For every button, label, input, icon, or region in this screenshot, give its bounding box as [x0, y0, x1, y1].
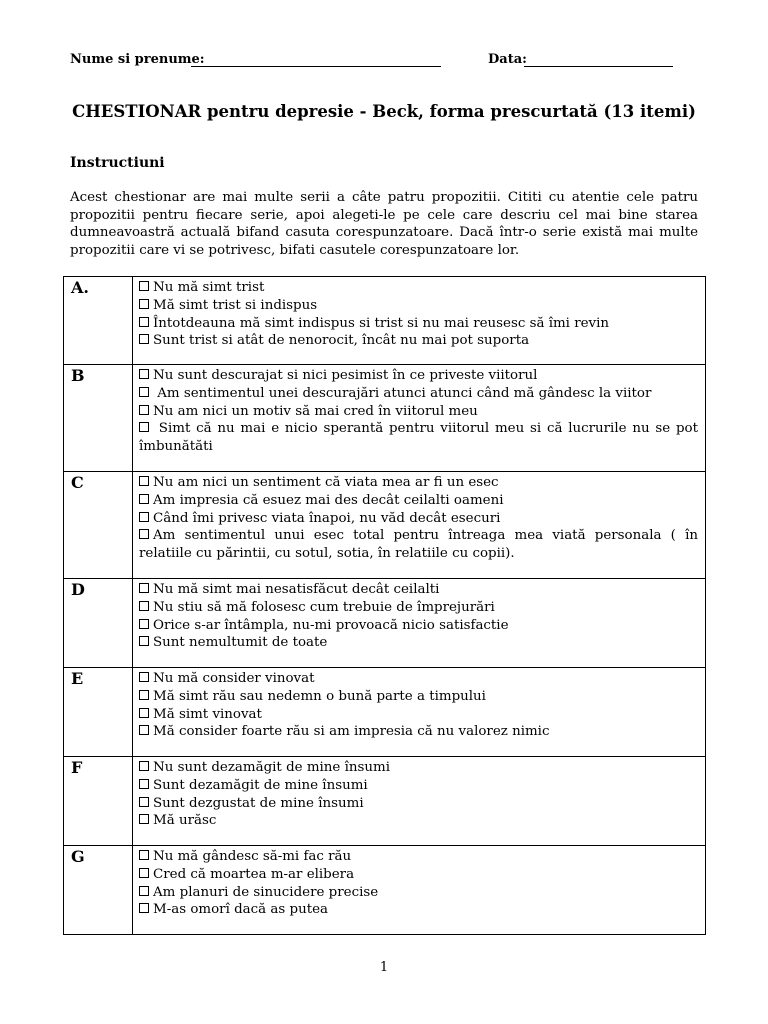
- option-label: Nu sunt descurajat si nici pesimist în ce priveste viitorul: [153, 368, 538, 383]
- option-label: Am sentimentul unui esec total pentru întreaga mea viată personala ( în relatiile cu părintii, cu sotul, sotia, în relatiile cu copii).: [139, 528, 698, 562]
- checkbox[interactable]: [139, 886, 149, 896]
- option-item: [139, 527, 698, 563]
- instructions-heading: Instructiuni: [70, 155, 165, 171]
- option-item: [139, 866, 698, 884]
- checkbox[interactable]: [139, 281, 149, 291]
- option-label: Sunt trist si atât de nenorocit, încât nu mai pot suporta: [153, 333, 530, 349]
- checkbox[interactable]: [139, 476, 149, 486]
- question-letter: E: [64, 668, 133, 757]
- option-label: Am planuri de sinucidere precise: [153, 884, 379, 900]
- option-label: Am impresia că esuez mai des decât ceilalti oameni: [153, 492, 504, 508]
- option-label: Nu stiu să mă folosesc cum trebuie de împrejurări: [153, 599, 495, 615]
- header-fields: [70, 50, 680, 70]
- checkbox[interactable]: [139, 850, 149, 860]
- checkbox[interactable]: [139, 779, 149, 789]
- checkbox[interactable]: [139, 405, 149, 415]
- option-item: [139, 777, 698, 795]
- question-letter: B: [64, 365, 133, 472]
- option-item: [139, 848, 698, 866]
- option-item: [139, 759, 698, 777]
- checkbox[interactable]: [139, 797, 149, 807]
- checkbox[interactable]: [139, 690, 149, 700]
- question-row: [64, 668, 706, 757]
- option-item: [139, 723, 698, 741]
- option-item: [139, 688, 698, 706]
- option-label: Am sentimentul unei descurajări atunci atunci când mă gândesc la viitor: [153, 385, 652, 401]
- date-label: Data:: [488, 52, 527, 67]
- option-item: [139, 617, 698, 635]
- option-label: Orice s-ar întâmpla, nu-mi provoacă nicio satisfactie: [153, 617, 509, 633]
- option-item: [139, 279, 698, 297]
- name-input-line[interactable]: [191, 66, 441, 67]
- option-label: Nu am nici un sentiment că viata mea ar fi un esec: [153, 475, 499, 490]
- checkbox[interactable]: [139, 317, 149, 327]
- option-item: [139, 901, 698, 919]
- page-number: 1: [379, 960, 389, 975]
- checkbox[interactable]: [139, 903, 149, 913]
- option-label: Nu mă simt mai nesatisfăcut decât ceilalti: [153, 582, 440, 597]
- options-cell: [133, 757, 706, 846]
- option-item: [139, 670, 698, 688]
- checkbox[interactable]: [139, 387, 149, 397]
- checkbox[interactable]: [139, 761, 149, 771]
- option-item: [139, 315, 698, 333]
- question-row: [64, 365, 706, 472]
- options-cell: [133, 365, 706, 472]
- checkbox[interactable]: [139, 299, 149, 309]
- option-item: [139, 474, 698, 492]
- question-row: [64, 472, 706, 579]
- checkbox[interactable]: [139, 512, 149, 522]
- checkbox[interactable]: [139, 708, 149, 718]
- options-cell: [133, 277, 706, 365]
- questionnaire-table: [63, 276, 706, 935]
- checkbox[interactable]: [139, 601, 149, 611]
- checkbox[interactable]: [139, 422, 149, 432]
- question-letter: A.: [64, 277, 133, 365]
- option-item: [139, 420, 698, 456]
- option-label: Sunt dezamăgit de mine însumi: [153, 777, 368, 793]
- option-label: Sunt nemultumit de toate: [153, 635, 328, 651]
- option-label: Mă simt vinovat: [153, 706, 262, 722]
- option-item: [139, 367, 698, 385]
- option-item: [139, 884, 698, 902]
- option-item: [139, 812, 698, 830]
- question-row: [64, 579, 706, 668]
- option-label: Nu mă simt trist: [153, 280, 265, 295]
- option-label: Nu mă consider vinovat: [153, 671, 315, 686]
- options-cell: [133, 579, 706, 668]
- checkbox[interactable]: [139, 529, 149, 539]
- options-cell: [133, 668, 706, 757]
- question-row: [64, 277, 706, 365]
- page-title: CHESTIONAR pentru depresie - Beck, forma prescurtată (13 itemi): [72, 102, 696, 121]
- option-label: Nu am nici un motiv să mai cred în viitorul meu: [153, 403, 478, 419]
- checkbox[interactable]: [139, 494, 149, 504]
- option-item: [139, 510, 698, 528]
- question-letter: C: [64, 472, 133, 579]
- option-label: Când îmi privesc viata înapoi, nu văd decât esecuri: [153, 510, 501, 526]
- option-item: [139, 599, 698, 617]
- checkbox[interactable]: [139, 725, 149, 735]
- instructions-text: Acest chestionar are mai multe serii a câte patru propozitii. Cititi cu atentie cele patru propozitii pentru fiecare serie, apoi alegeti-le pe cele care descriu cel mai bine starea dumneavoastră actuală bifand casuta corespunzatoare. Dacă într-o serie există mai multe propozitii care vi se potrivesc, bifati casutele corespunzatoare lor.: [70, 190, 698, 258]
- name-label: Nume si prenume:: [70, 52, 205, 67]
- option-item: [139, 385, 698, 403]
- checkbox[interactable]: [139, 814, 149, 824]
- option-label: Sunt dezgustat de mine însumi: [153, 795, 364, 811]
- option-label: Mă simt rău sau nedemn o bună parte a timpului: [153, 688, 486, 704]
- option-item: [139, 492, 698, 510]
- options-cell: [133, 846, 706, 935]
- option-item: [139, 581, 698, 599]
- option-label: Mă simt trist si indispus: [153, 297, 318, 313]
- checkbox[interactable]: [139, 583, 149, 593]
- option-label: Simt că nu mai e nicio sperantă pentru viitorul meu si că lucrurile nu se pot îmbunătăti: [139, 421, 698, 455]
- option-label: Cred că moartea m-ar elibera: [153, 866, 355, 882]
- option-item: [139, 634, 698, 652]
- checkbox[interactable]: [139, 619, 149, 629]
- question-letter: G: [64, 846, 133, 935]
- option-label: M-as omorî dacă as putea: [153, 902, 329, 918]
- option-item: [139, 706, 698, 724]
- checkbox[interactable]: [139, 334, 149, 344]
- checkbox[interactable]: [139, 868, 149, 878]
- checkbox[interactable]: [139, 636, 149, 646]
- checkbox[interactable]: [139, 369, 149, 379]
- question-letter: D: [64, 579, 133, 668]
- option-item: [139, 403, 698, 421]
- option-label: Nu mă gândesc să-mi fac rău: [153, 849, 352, 864]
- option-label: Mă urăsc: [153, 813, 217, 829]
- option-item: [139, 332, 698, 350]
- option-item: [139, 297, 698, 315]
- date-input-line[interactable]: [524, 66, 673, 67]
- option-label: Nu sunt dezamăgit de mine însumi: [153, 760, 390, 775]
- options-cell: [133, 472, 706, 579]
- question-row: [64, 757, 706, 846]
- question-row: [64, 846, 706, 935]
- checkbox[interactable]: [139, 672, 149, 682]
- option-item: [139, 795, 698, 813]
- question-letter: F: [64, 757, 133, 846]
- option-label: Mă consider foarte rău si am impresia că nu valorez nimic: [153, 724, 550, 740]
- option-label: Întotdeauna mă simt indispus si trist si nu mai reusesc să îmi revin: [153, 315, 610, 331]
